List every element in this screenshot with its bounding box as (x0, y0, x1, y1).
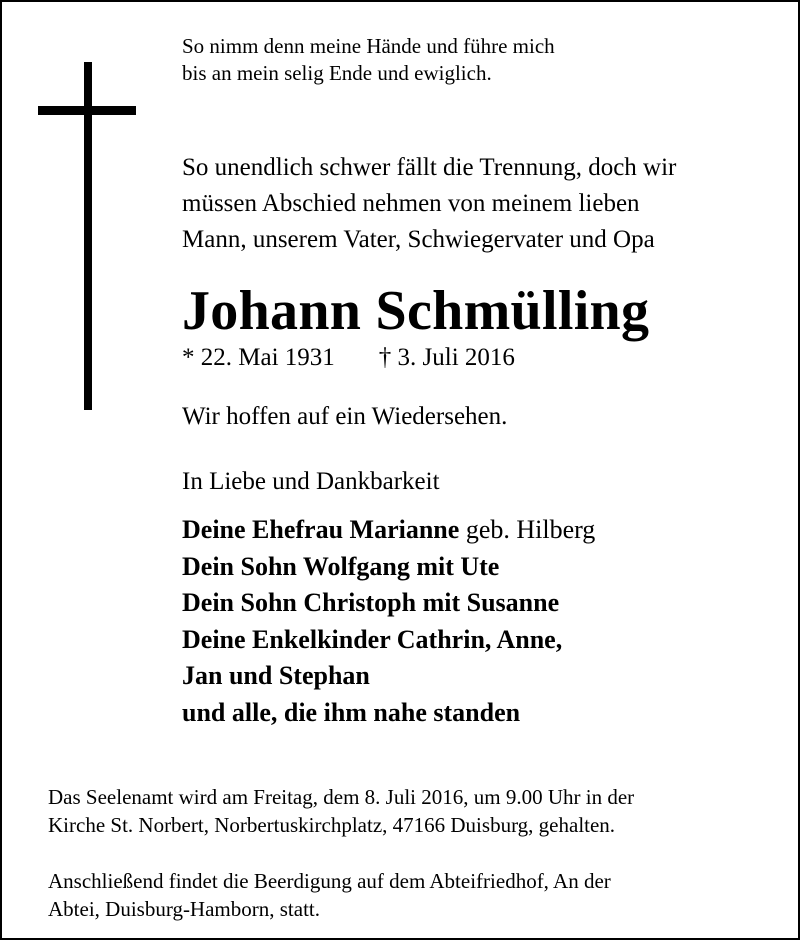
service-line: Kirche St. Norbert, Norbertuskirchplatz, 47166 Duisburg, gehalten. (48, 813, 616, 837)
mourner-wife (182, 512, 595, 549)
service-notice (48, 783, 634, 839)
mourners-list (182, 512, 595, 731)
mourner-line: Dein Sohn Christoph mit Susanne (182, 588, 560, 617)
mourner-line: und alle, die ihm nahe standen (182, 697, 521, 727)
verse-line: So nimm denn meine Hände und führe mich (182, 34, 555, 58)
thanks-line: In Liebe und Dankbarkeit (182, 468, 440, 495)
mourner-line: Dein Sohn Wolfgang mit Ute (182, 551, 500, 581)
bible-verse (182, 33, 555, 87)
intro-line: müssen Abschied nehmen von meinem lieben (182, 190, 640, 217)
cross-horizontal-bar (38, 106, 136, 115)
death-date: † 3. Juli 2016 (378, 344, 515, 371)
burial-line: Anschließend findet die Beerdigung auf dem Abteifriedhof, An der (48, 869, 611, 893)
intro-text (182, 150, 676, 258)
life-dates (182, 342, 515, 374)
hope-line: Wir hoffen auf ein Wiedersehen. (182, 403, 508, 430)
mourner-wife-name: Deine Ehefrau Marianne (182, 515, 460, 544)
mourner-line: Deine Enkelkinder Cathrin, Anne, (182, 624, 563, 654)
service-line: Das Seelenamt wird am Freitag, dem 8. Juli 2016, um 9.00 Uhr in der (48, 785, 635, 809)
burial-notice (48, 867, 611, 923)
verse-line: bis an mein selig Ende und ewiglich. (182, 61, 492, 85)
deceased-name: Johann Schmülling (182, 280, 650, 342)
birth-date: * 22. Mai 1931 (182, 344, 335, 371)
intro-line: So unendlich schwer fällt die Trennung, doch wir (182, 154, 677, 181)
intro-line: Mann, unserem Vater, Schwiegervater und Opa (182, 226, 655, 253)
mourner-wife-maiden-name: geb. Hilberg (459, 515, 596, 544)
burial-line: Abtei, Duisburg-Hamborn, statt. (48, 897, 320, 921)
mourner-line: Jan und Stephan (182, 661, 370, 690)
